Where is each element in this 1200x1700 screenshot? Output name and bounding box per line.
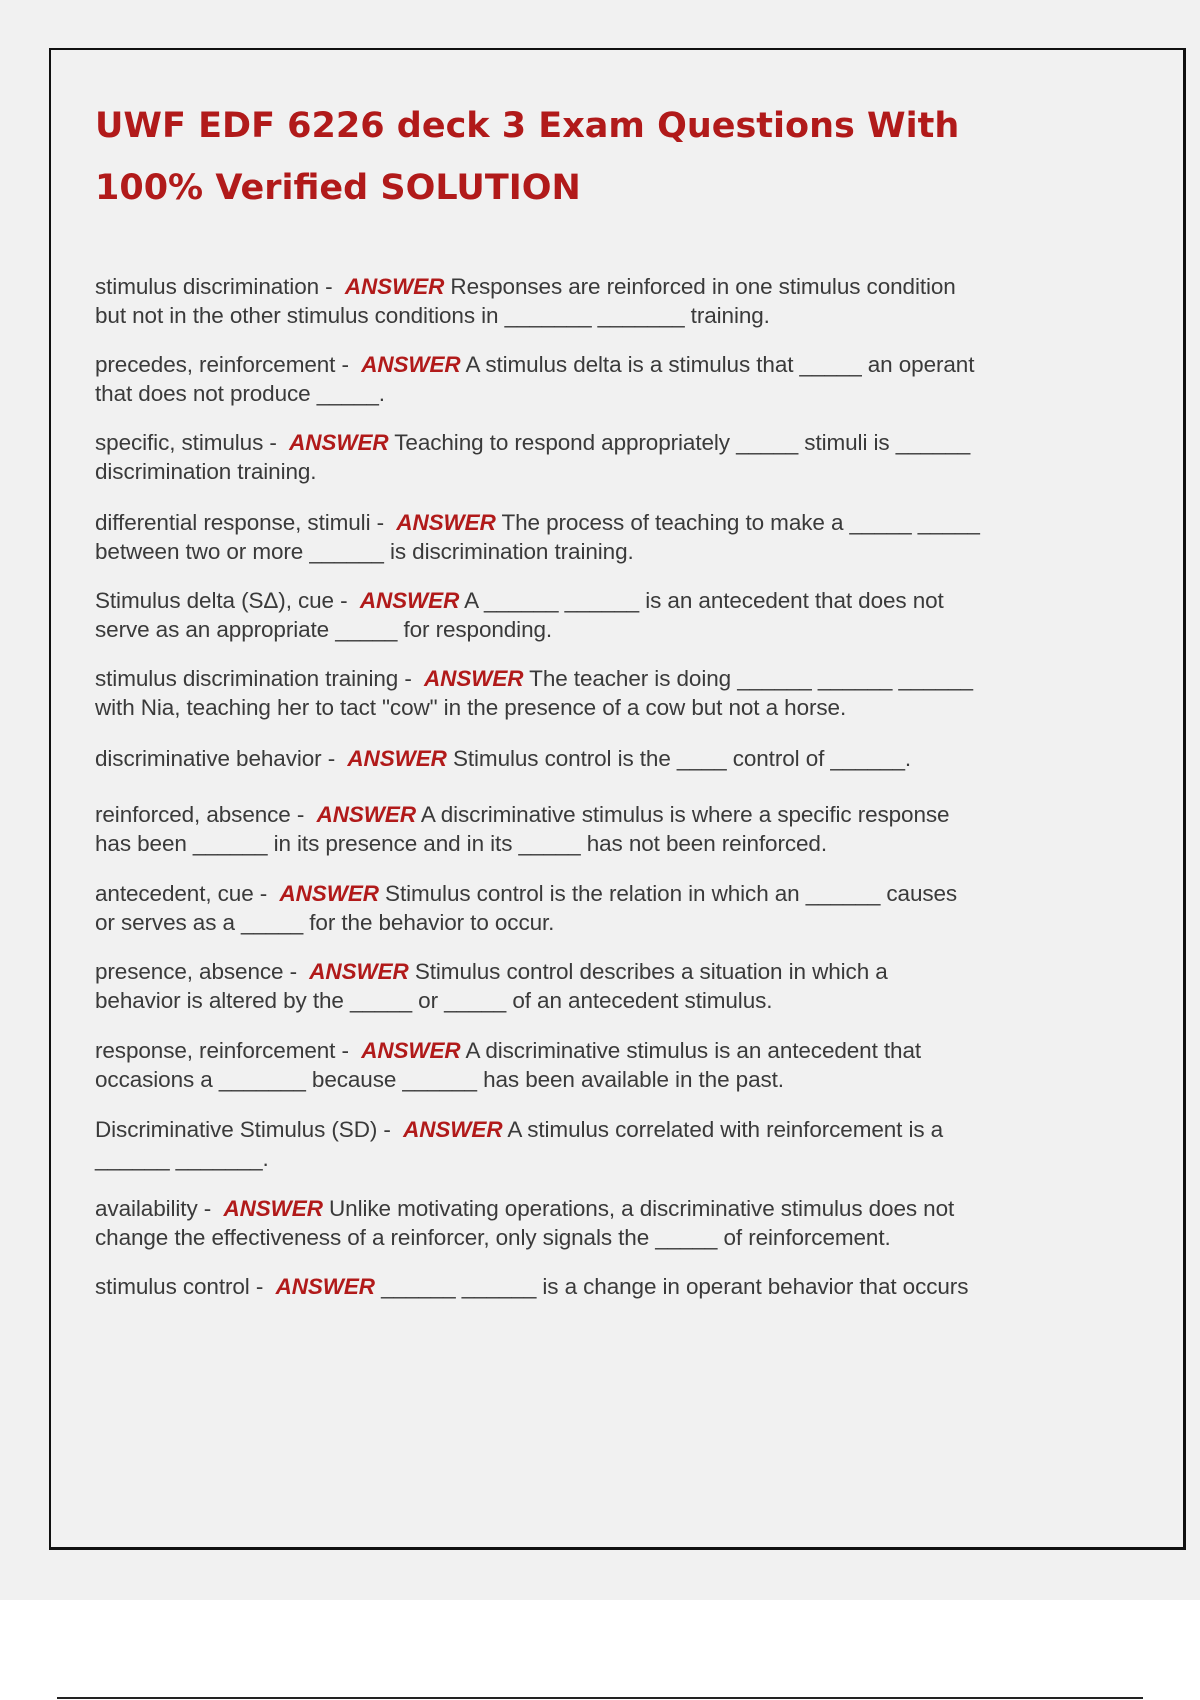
- qa-line-1: [95, 800, 1095, 829]
- qa-question-text: A discriminative stimulus is where a specific response: [415, 802, 950, 827]
- qa-item: [95, 428, 1095, 486]
- qa-question-text: The teacher is doing ______ ______ ______: [523, 666, 973, 691]
- qa-line-1: [95, 1036, 1095, 1065]
- qa-question-text: A discriminative stimulus is an antecedent that: [460, 1038, 922, 1063]
- qa-line-2: with Nia, teaching her to tact "cow" in the presence of a cow but not a horse.: [95, 695, 847, 720]
- qa-line-1: [95, 586, 1095, 615]
- answer-label: ANSWER: [309, 959, 409, 984]
- qa-question-text: The process of teaching to make a _____ _____: [495, 510, 980, 535]
- qa-line-2: serve as an appropriate _____ for responding.: [95, 617, 553, 642]
- qa-question-text: Stimulus control describes a situation in which a: [408, 959, 888, 984]
- answer-label: ANSWER: [359, 588, 460, 613]
- qa-line-1: [95, 1272, 1095, 1301]
- qa-line-2: but not in the other stimulus conditions in _______ _______ training.: [95, 303, 770, 328]
- qa-line-1: [95, 957, 1095, 986]
- title-line-1: UWF EDF 6226 deck 3 Exam Questions With: [95, 106, 960, 146]
- answer-label: ANSWER: [279, 881, 379, 906]
- qa-term: reinforced, absence -: [95, 802, 311, 827]
- qa-term: response, reinforcement -: [95, 1038, 356, 1063]
- answer-label: ANSWER: [403, 1117, 503, 1142]
- qa-term: discriminative behavior -: [95, 746, 342, 771]
- qa-item: [95, 1194, 1095, 1252]
- answer-label: ANSWER: [361, 1038, 461, 1063]
- qa-item: [95, 744, 1095, 773]
- answer-label: ANSWER: [361, 352, 461, 377]
- answer-label: ANSWER: [424, 666, 524, 691]
- qa-question-text: Responses are reinforced in one stimulus condition: [444, 274, 956, 299]
- qa-term: Discriminative Stimulus (SD) -: [95, 1117, 397, 1142]
- answer-label: ANSWER: [347, 746, 447, 771]
- qa-question-text: Stimulus control is the ____ control of ______.: [446, 746, 912, 771]
- qa-question-text: ______ ______ is a change in operant behavior that occurs: [374, 1274, 969, 1299]
- qa-line-2: ______ _______.: [95, 1146, 269, 1171]
- qa-term: Stimulus delta (SΔ), cue -: [95, 588, 354, 613]
- qa-item: [95, 508, 1095, 566]
- qa-line-1: [95, 664, 1095, 693]
- qa-question-text: A stimulus delta is a stimulus that _____ an operant: [460, 352, 975, 377]
- title-line-2: 100% Verified SOLUTION: [95, 168, 581, 208]
- qa-line-1: [95, 508, 1095, 537]
- qa-item: [95, 800, 1095, 858]
- qa-item: [95, 879, 1095, 937]
- qa-line-2: change the effectiveness of a reinforcer, only signals the _____ of reinforcement.: [95, 1225, 891, 1250]
- qa-item: [95, 586, 1095, 644]
- qa-line-2: that does not produce _____.: [95, 381, 385, 406]
- answer-label: ANSWER: [223, 1196, 323, 1221]
- answer-label: ANSWER: [344, 274, 445, 299]
- qa-line-1: [95, 744, 1095, 773]
- qa-line-2: behavior is altered by the _____ or _____ of an antecedent stimulus.: [95, 988, 773, 1013]
- qa-line-2: occasions a _______ because ______ has been available in the past.: [95, 1067, 784, 1092]
- qa-term: differential response, stimuli -: [95, 510, 391, 535]
- qa-item: [95, 272, 1095, 330]
- qa-question-text: Unlike motivating operations, a discriminative stimulus does not: [322, 1196, 955, 1221]
- qa-term: availability -: [95, 1196, 218, 1221]
- qa-term: stimulus discrimination -: [95, 274, 339, 299]
- qa-question-text: Stimulus control is the relation in which an ______ causes: [378, 881, 958, 906]
- qa-item: [95, 350, 1095, 408]
- qa-line-2: has been ______ in its presence and in its _____ has not been reinforced.: [95, 831, 827, 856]
- qa-line-2: or serves as a _____ for the behavior to occur.: [95, 910, 555, 935]
- qa-term: stimulus control -: [95, 1274, 270, 1299]
- qa-question-text: A ______ ______ is an antecedent that does not: [459, 588, 944, 613]
- qa-term: precedes, reinforcement -: [95, 352, 356, 377]
- answer-label: ANSWER: [289, 430, 389, 455]
- qa-line-1: [95, 350, 1095, 379]
- qa-line-2: discrimination training.: [95, 459, 317, 484]
- document-title: [95, 95, 995, 219]
- qa-term: presence, absence -: [95, 959, 304, 984]
- qa-term: antecedent, cue -: [95, 881, 274, 906]
- qa-item: [95, 957, 1095, 1015]
- qa-line-1: [95, 1194, 1095, 1223]
- answer-label: ANSWER: [396, 510, 496, 535]
- qa-item: [95, 1115, 1095, 1173]
- answer-label: ANSWER: [275, 1274, 375, 1299]
- qa-question-text: Teaching to respond appropriately _____ stimuli is ______: [388, 430, 971, 455]
- qa-item: [95, 664, 1095, 722]
- qa-line-1: [95, 272, 1095, 301]
- qa-line-1: [95, 879, 1095, 908]
- qa-line-1: [95, 1115, 1095, 1144]
- qa-term: stimulus discrimination training -: [95, 666, 418, 691]
- qa-line-2: between two or more ______ is discrimination training.: [95, 539, 634, 564]
- qa-item: [95, 1272, 1095, 1301]
- bottom-divider: [57, 1697, 1143, 1699]
- qa-line-1: [95, 428, 1095, 457]
- answer-label: ANSWER: [316, 802, 416, 827]
- qa-term: specific, stimulus -: [95, 430, 283, 455]
- qa-question-text: A stimulus correlated with reinforcement is a: [502, 1117, 944, 1142]
- qa-item: [95, 1036, 1095, 1094]
